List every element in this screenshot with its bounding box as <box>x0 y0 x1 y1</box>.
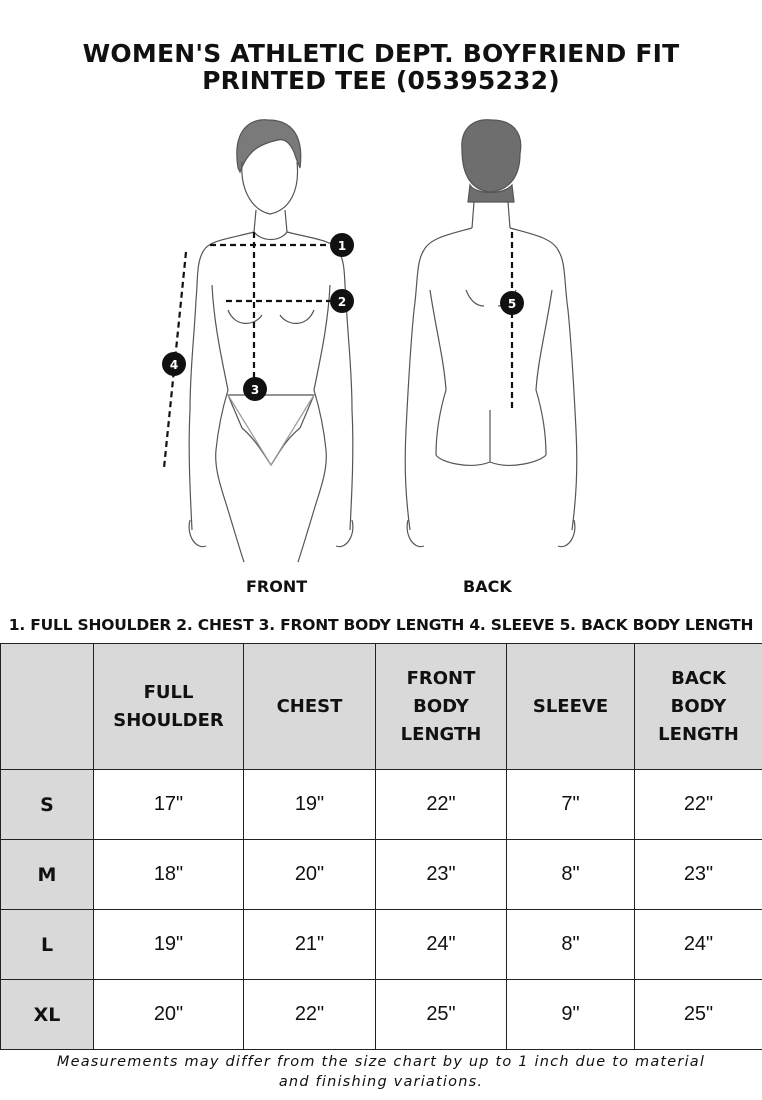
marker-1 <box>330 233 354 257</box>
header-full-shoulder: FULL SHOULDER <box>94 644 244 770</box>
table-cell: 22" <box>376 770 507 840</box>
measurement-note <box>0 1052 762 1092</box>
table-row <box>1 910 762 980</box>
table-cell: 19" <box>244 770 376 840</box>
front-view-label: FRONT <box>246 577 308 596</box>
table-cell: 23" <box>376 840 507 910</box>
table-cell: 8" <box>507 840 635 910</box>
table-cell: 7" <box>507 770 635 840</box>
table-cell: 9" <box>507 980 635 1050</box>
marker-3 <box>243 377 267 401</box>
header-sleeve: SLEEVE <box>507 644 635 770</box>
table-row <box>1 980 762 1050</box>
table-cell: 20" <box>244 840 376 910</box>
header-chest: CHEST <box>244 644 376 770</box>
marker-4 <box>162 352 186 376</box>
page-title <box>0 40 762 94</box>
marker-5 <box>500 291 524 315</box>
table-cell: 8" <box>507 910 635 980</box>
table-cell: 23" <box>635 840 762 910</box>
header-size-cell <box>1 644 94 770</box>
table-cell: 24" <box>376 910 507 980</box>
table-cell: 25" <box>635 980 762 1050</box>
table-cell: 17" <box>94 770 244 840</box>
table-header-row <box>1 644 762 770</box>
table-cell: 25" <box>376 980 507 1050</box>
table-cell: 24" <box>635 910 762 980</box>
note-line-1: Measurements may differ from the size chart by up to 1 inch due to material <box>56 1054 706 1070</box>
table-cell: 22" <box>244 980 376 1050</box>
svg-text:4: 4 <box>169 358 179 372</box>
svg-text:1: 1 <box>337 239 347 253</box>
table-row <box>1 770 762 840</box>
header-back-body-length: BACK BODY LENGTH <box>635 644 762 770</box>
front-figure <box>189 120 353 562</box>
note-line-2: and finishing variations. <box>278 1074 484 1090</box>
size-label: S <box>1 770 94 840</box>
back-view-label: BACK <box>463 577 512 596</box>
size-chart-table <box>0 643 762 1050</box>
size-label: L <box>1 910 94 980</box>
header-front-body-length: FRONT BODY LENGTH <box>376 644 507 770</box>
size-label: M <box>1 840 94 910</box>
title-line-1: WOMEN'S ATHLETIC DEPT. BOYFRIEND FIT <box>82 39 680 68</box>
back-figure <box>405 120 577 547</box>
svg-text:2: 2 <box>337 295 347 309</box>
table-cell: 21" <box>244 910 376 980</box>
svg-text:5: 5 <box>507 297 517 311</box>
table-cell: 20" <box>94 980 244 1050</box>
measurement-illustration <box>0 110 762 570</box>
size-label: XL <box>1 980 94 1050</box>
marker-2 <box>330 289 354 313</box>
table-row <box>1 840 762 910</box>
table-cell: 19" <box>94 910 244 980</box>
table-cell: 22" <box>635 770 762 840</box>
table-cell: 18" <box>94 840 244 910</box>
svg-text:3: 3 <box>250 383 260 397</box>
title-line-2: PRINTED TEE (05395232) <box>202 66 560 95</box>
measurement-legend: 1. FULL SHOULDER 2. CHEST 3. FRONT BODY LENGTH 4. SLEEVE 5. BACK BODY LENGTH <box>8 616 754 634</box>
